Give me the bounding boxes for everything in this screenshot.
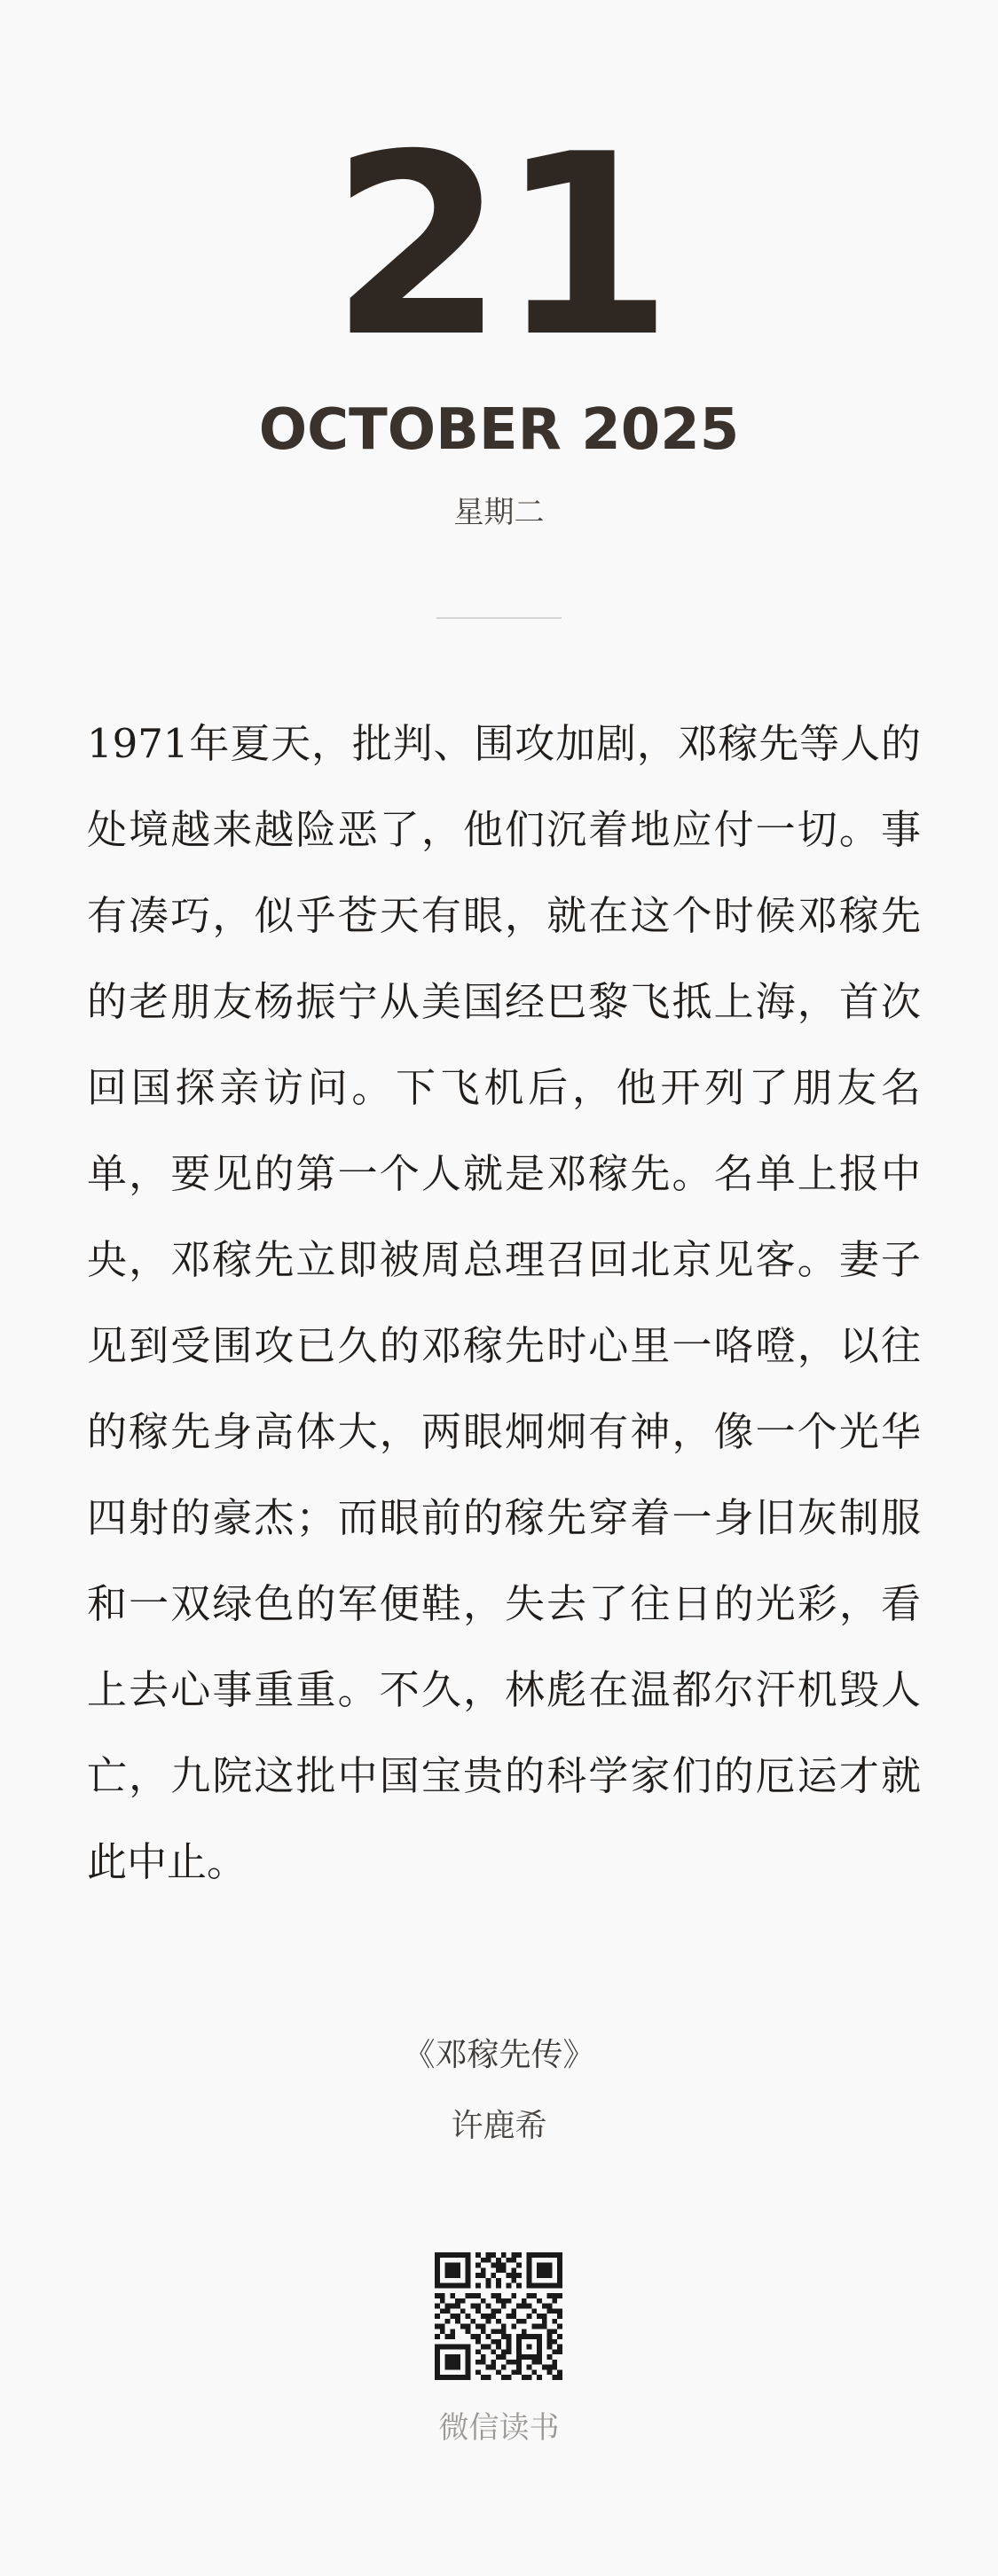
divider <box>436 617 562 619</box>
qr-code-icon[interactable] <box>435 2252 562 2380</box>
book-title: 《邓稼先传》 <box>403 2037 595 2073</box>
day-number: 21 <box>330 100 668 392</box>
month-year: OCTOBER 2025 <box>258 397 740 463</box>
quote-text: 1971年夏天，批判、围攻加剧，邓稼先等人的处境越来越险恶了，他们沉着地应付一切。事有凑巧，似乎苍天有眼，就在这个时候邓稼先的老朋友杨振宁从美国经巴黎飞抵上海，首次回国探亲访问。下飞机后，他开列了朋友名单，要见的第一个人就是邓稼先。名单上报中央，邓稼先立即被周总理召回北京见客。妻子见到受围攻已久的邓稼先时心里一咯噔，以往的稼先身高体大，两眼炯炯有神，像一个光华四射的豪杰；而眼前的稼先穿着一身旧灰制服和一双绿色的军便鞋，失去了往日的光彩，看上去心事重重。不久，林彪在温都尔汗机毁人亡，九院这批中国宝贵的科学家们的厄运才就此中止。 <box>87 720 921 1885</box>
author-name: 许鹿希 <box>451 2108 547 2144</box>
app-name: 微信读书 <box>438 2410 560 2446</box>
weekday: 星期二 <box>453 495 545 530</box>
